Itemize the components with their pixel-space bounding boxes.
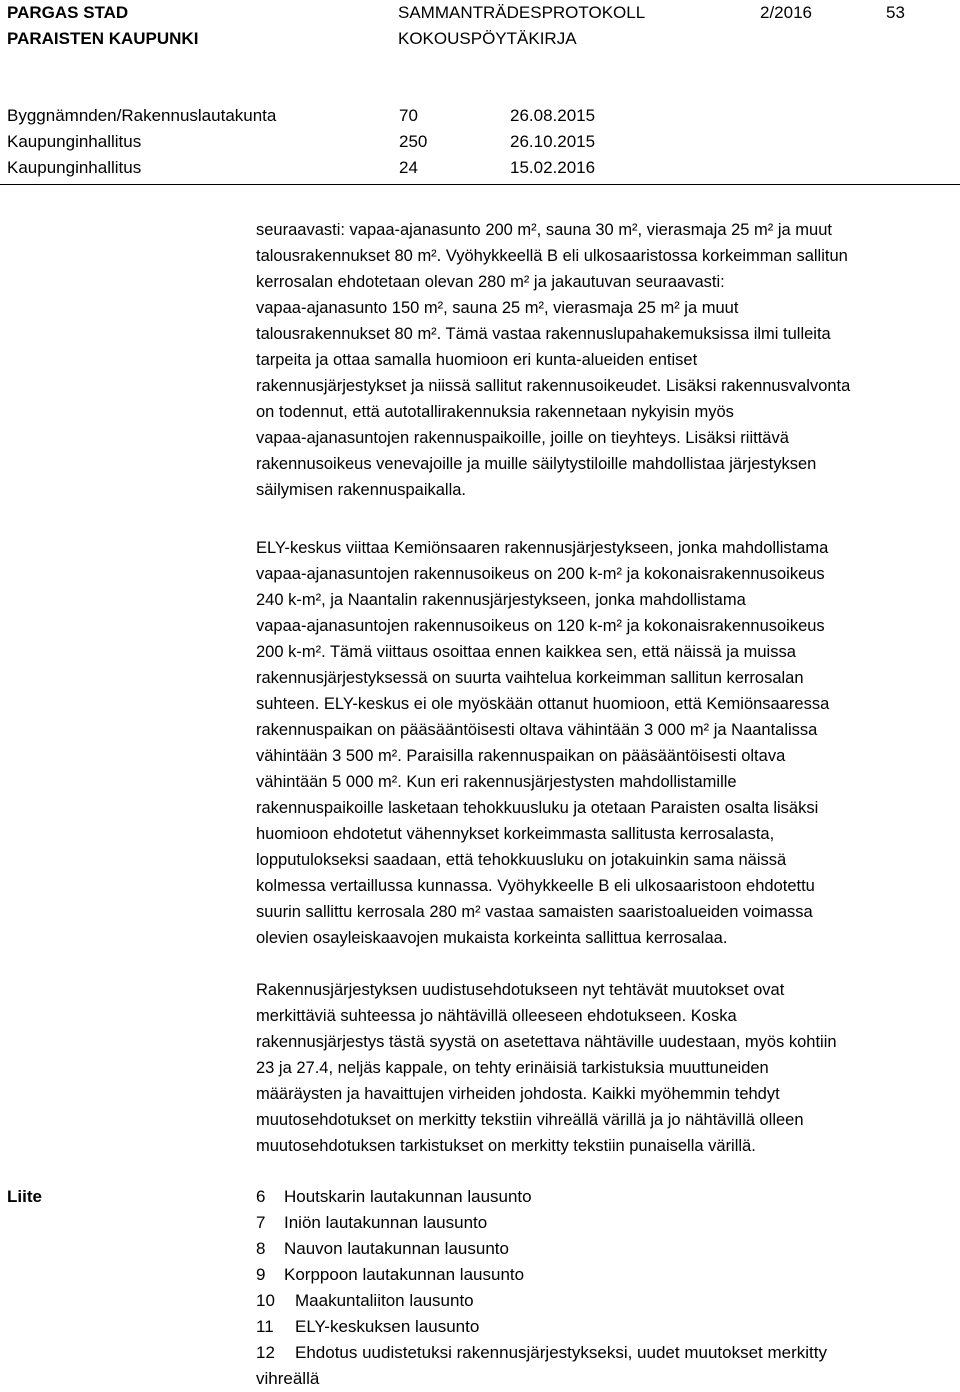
attachment-item xyxy=(256,1288,956,1314)
text-line: seuraavasti: vapaa-ajanasunto 200 m², sauna 30 m², vierasmaja 25 m² ja muut xyxy=(256,221,832,239)
text-line: on todennut, että autotallirakennuksia rakennetaan nykyisin myös xyxy=(256,403,734,421)
text-line: talousrakennukset 80 m². Vyöhykkeellä B eli ulkosaaristossa korkeimman sallitun xyxy=(256,247,848,265)
attachment-title: Nauvon lautakunnan lausunto xyxy=(284,1239,509,1258)
meeting-section-number: 250 xyxy=(399,132,428,151)
attachment-item xyxy=(256,1314,956,1340)
text-line: vapaa-ajanasunto 150 m², sauna 25 m², vierasmaja 25 m² ja muut xyxy=(256,299,739,317)
text-line: vapaa-ajanasuntojen rakennuspaikoille, joille on tieyhteys. Lisäksi riittävä xyxy=(256,429,789,447)
text-line: säilymisen rakennuspaikalla. xyxy=(256,481,467,499)
attachment-number: 12 xyxy=(256,1343,275,1362)
meeting-section-number: 24 xyxy=(399,158,418,177)
attachment-item xyxy=(256,1210,956,1236)
body-paragraph xyxy=(256,217,956,503)
text-line: suurin sallittu kerrosala 280 m² vastaa samaisten saaristoalueiden voimassa xyxy=(256,903,813,921)
text-line: vapaa-ajanasuntojen rakennusoikeus on 200 k-m² ja kokonaisrakennusoikeus xyxy=(256,565,825,583)
doc-type-secondary: KOKOUSPÖYTÄKIRJA xyxy=(398,29,577,48)
attachment-number: 9 xyxy=(256,1265,266,1284)
org-name-secondary: PARAISTEN KAUPUNKI xyxy=(7,29,199,48)
text-line: 240 k-m², ja Naantalin rakennusjärjestykseen, jonka mahdollistama xyxy=(256,591,746,609)
issue-number: 2/2016 xyxy=(760,3,812,22)
attachment-number: 11 xyxy=(256,1317,274,1336)
attachment-title: Korppoon lautakunnan lausunto xyxy=(284,1265,525,1284)
attachment-title: Houtskarin lautakunnan lausunto xyxy=(284,1187,532,1206)
meeting-body: Kaupunginhallitus xyxy=(7,158,142,177)
text-line: tarpeita ja ottaa samalla huomioon eri kunta-alueiden entiset xyxy=(256,351,698,369)
attachment-item xyxy=(256,1236,956,1262)
text-line: olevien osayleiskaavojen mukaista korkeinta sallittua kerrosalaa. xyxy=(256,929,728,947)
text-line: rakennuspaikan on pääsääntöisesti oltava vähintään 3 000 m² ja Naantalissa xyxy=(256,721,818,739)
text-line: määräysten ja havaittujen virheiden johdosta. Kaikki myöhemmin tehdyt xyxy=(256,1085,780,1103)
text-line: huomioon ehdotetut vähennykset korkeimmasta sallitusta kerrosalasta, xyxy=(256,825,775,843)
text-line: talousrakennukset 80 m². Tämä vastaa rakennuslupahakemuksissa ilmi tulleita xyxy=(256,325,831,343)
text-line: vähintään 3 500 m². Paraisilla rakennuspaikan on pääsääntöisesti oltava xyxy=(256,747,786,765)
attachment-item xyxy=(256,1340,956,1366)
text-line: kolmessa vertaillussa kunnassa. Vyöhykkeelle B eli ulkosaaristoon ehdotettu xyxy=(256,877,815,895)
page-number: 53 xyxy=(886,3,905,22)
text-line: 23 ja 27.4, neljäs kappale, on tehty erinäisiä tarkistuksia muuttuneiden xyxy=(256,1059,769,1077)
attachment-title: Iniön lautakunnan lausunto xyxy=(284,1213,488,1232)
attachment-title: ELY-keskuksen lausunto xyxy=(295,1317,480,1336)
org-name-primary: PARGAS STAD xyxy=(7,3,129,22)
attachment-item-continuation xyxy=(256,1366,956,1392)
meeting-body: Byggnämnden/Rakennuslautakunta xyxy=(7,106,277,125)
attachment-number: 8 xyxy=(256,1239,266,1258)
meeting-date: 26.10.2015 xyxy=(510,132,596,151)
text-line: rakennusjärjestykset ja niissä sallitut rakennusoikeudet. Lisäksi rakennusvalvonta xyxy=(256,377,851,395)
doc-type-primary: SAMMANTRÄDESPROTOKOLL xyxy=(398,3,646,22)
attachment-title: Maakuntaliiton lausunto xyxy=(295,1291,474,1310)
text-line: 200 k-m². Tämä viittaus osoittaa ennen kaikkea sen, että näissä ja muissa xyxy=(256,643,796,661)
text-line: ELY-keskus viittaa Kemiönsaaren rakennusjärjestykseen, jonka mahdollistama xyxy=(256,539,829,557)
text-line: muutosehdotuksen tarkistukset on merkitty tekstiin punaisella värillä. xyxy=(256,1137,756,1155)
attachment-title: Ehdotus uudistetuksi rakennusjärjestykseksi, uudet muutokset merkitty xyxy=(295,1343,827,1362)
body-paragraph xyxy=(256,977,956,1159)
attachment-number: 7 xyxy=(256,1213,266,1232)
body-paragraph xyxy=(256,535,956,951)
attachment-item xyxy=(256,1262,956,1288)
text-line: suhteen. ELY-keskus ei ole myöskään ottanut huomioon, että Kemiönsaaressa xyxy=(256,695,830,713)
attachments-list xyxy=(256,1184,956,1392)
attachment-item xyxy=(256,1184,956,1210)
header-divider xyxy=(0,184,960,185)
text-line: muutosehdotukset on merkitty tekstiin vihreällä värillä ja jo nähtävillä olleen xyxy=(256,1111,804,1129)
attachment-number: 6 xyxy=(256,1187,266,1206)
text-line: rakennusoikeus venevajoille ja muille säilytystiloille mahdollistaa järjestyksen xyxy=(256,455,817,473)
text-line: Rakennusjärjestyksen uudistusehdotukseen nyt tehtävät muutokset ovat xyxy=(256,981,785,999)
text-line: rakennusjärjestys tästä syystä on asetettava nähtäville uudestaan, myös kohtiin xyxy=(256,1033,837,1051)
text-line: rakennuspaikoille lasketaan tehokkuusluku ja otetaan Paraisten osalta lisäksi xyxy=(256,799,819,817)
attachments-label: Liite xyxy=(7,1187,42,1206)
text-line: kerrosalan ehdotetaan olevan 280 m² ja jakautuvan seuraavasti: xyxy=(256,273,725,291)
attachment-title: vihreällä xyxy=(256,1369,320,1388)
text-line: vapaa-ajanasuntojen rakennusoikeus on 120 k-m² ja kokonaisrakennusoikeus xyxy=(256,617,825,635)
meeting-date: 26.08.2015 xyxy=(510,106,596,125)
meeting-section-number: 70 xyxy=(399,106,418,125)
attachment-number: 10 xyxy=(256,1291,275,1310)
text-line: lopputulokseksi saadaan, että tehokkuusluku on jotakuinkin sama näissä xyxy=(256,851,787,869)
text-line: rakennusjärjestyksessä on suurta vaihtelua korkeimman sallitun kerrosalan xyxy=(256,669,804,687)
meeting-body: Kaupunginhallitus xyxy=(7,132,142,151)
text-line: vähintään 5 000 m². Kun eri rakennusjärjestysten mahdollistamille xyxy=(256,773,737,791)
meeting-date: 15.02.2016 xyxy=(510,158,596,177)
text-line: merkittäviä suhteessa jo nähtävillä olleeseen ehdotukseen. Koska xyxy=(256,1007,737,1025)
